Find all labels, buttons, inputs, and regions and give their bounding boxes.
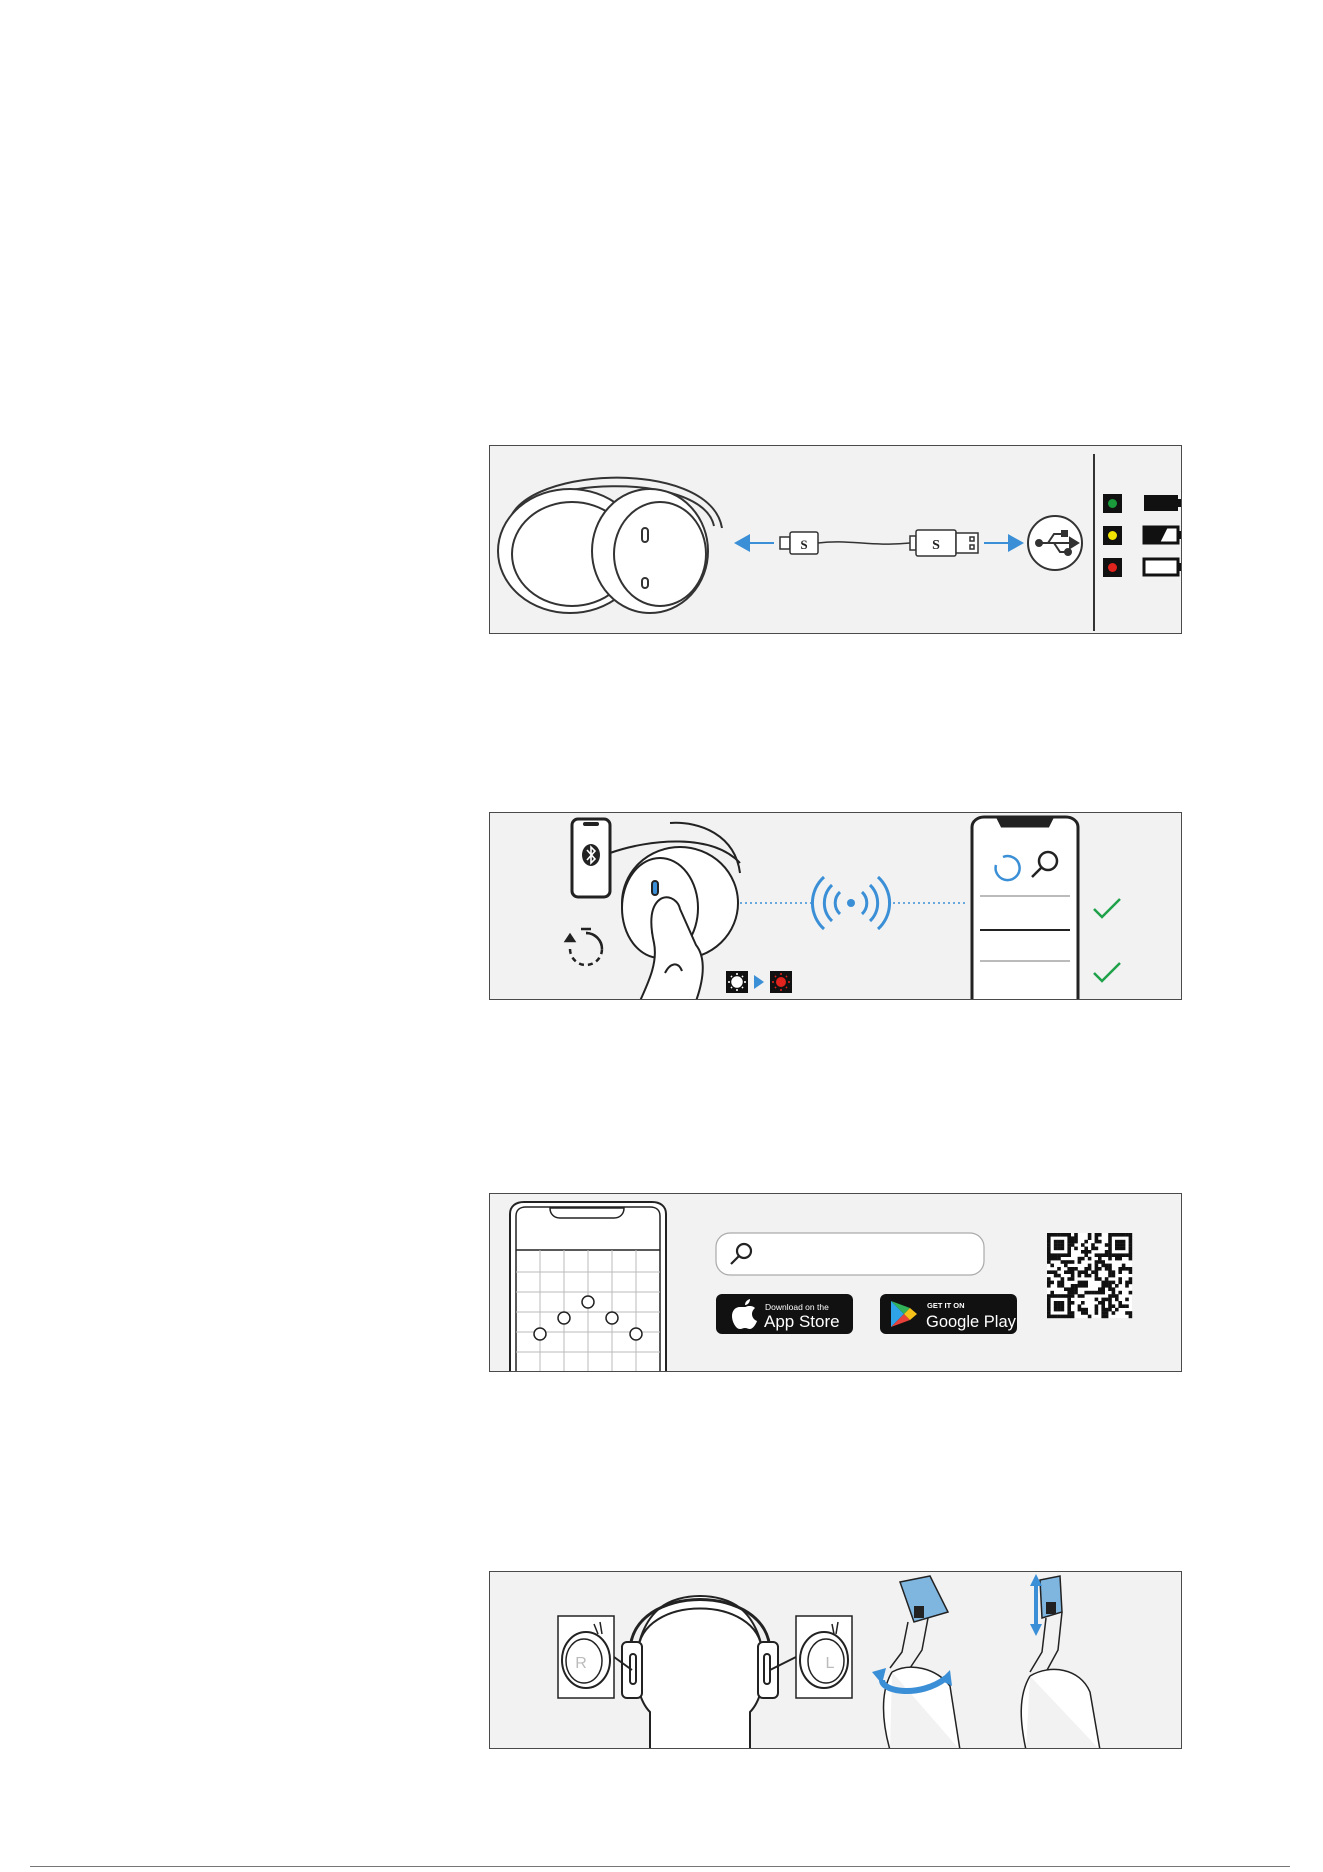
headband-slider-icon [1021,1574,1100,1749]
svg-text:Download on the: Download on the [765,1302,829,1312]
charging-illustration-panel [489,445,1182,634]
svg-text:App Store: App Store [764,1312,840,1331]
pairing-illustration-panel [489,812,1182,1000]
phone-app-icon [510,1202,666,1372]
right-label: R [575,1655,587,1672]
arrow-left-icon [734,534,774,552]
battery-full-icon [1144,495,1178,511]
svg-text:Google Play: Google Play [926,1313,1016,1331]
headphones-icon [498,478,722,613]
footer-rule [30,1866,1290,1867]
checkmark-icon [1094,963,1120,981]
arrow-right-icon [754,975,764,989]
right-earcup-inset [558,1616,614,1698]
led-green-icon [1108,499,1117,508]
svg-text:S: S [800,537,808,552]
led-red-icon [1108,563,1117,572]
pairing-illustration [490,813,1182,1000]
usb-cable-icon [780,530,978,556]
app-store-badge[interactable] [716,1294,853,1334]
phone-bluetooth-icon [572,819,610,897]
wireless-signal-icon [812,877,889,929]
smartphone-icon [972,817,1078,1000]
earcup-rotation-icon [872,1576,960,1749]
svg-text:GET IT ON: GET IT ON [927,1301,965,1310]
reset-timer-icon [566,929,602,965]
left-label: L [825,1655,835,1672]
left-earcup-inset [796,1616,852,1698]
battery-empty-icon [1144,559,1178,575]
app-download-panel [489,1193,1182,1372]
led-red-row [1103,558,1182,577]
led-yellow-icon [1108,531,1117,540]
arrow-right-icon [984,534,1024,552]
head-with-headphones-icon [614,1596,796,1749]
led-sequence [726,971,792,993]
fit-adjustment-illustration [490,1572,1182,1749]
google-play-badge[interactable] [880,1294,1017,1334]
led-battery-legend [1103,494,1182,577]
checkmark-icon [1094,899,1120,917]
led-green-row [1103,494,1182,513]
led-yellow-row [1103,526,1182,545]
svg-text:S: S [932,538,940,553]
app-search-bar [716,1233,984,1275]
charging-illustration [490,446,1182,634]
pairing-button-icon [652,881,658,895]
usb-symbol-icon [1028,516,1082,570]
qr-code-icon [1047,1233,1132,1318]
app-download-illustration [490,1194,1182,1372]
fit-adjustment-panel [489,1571,1182,1749]
